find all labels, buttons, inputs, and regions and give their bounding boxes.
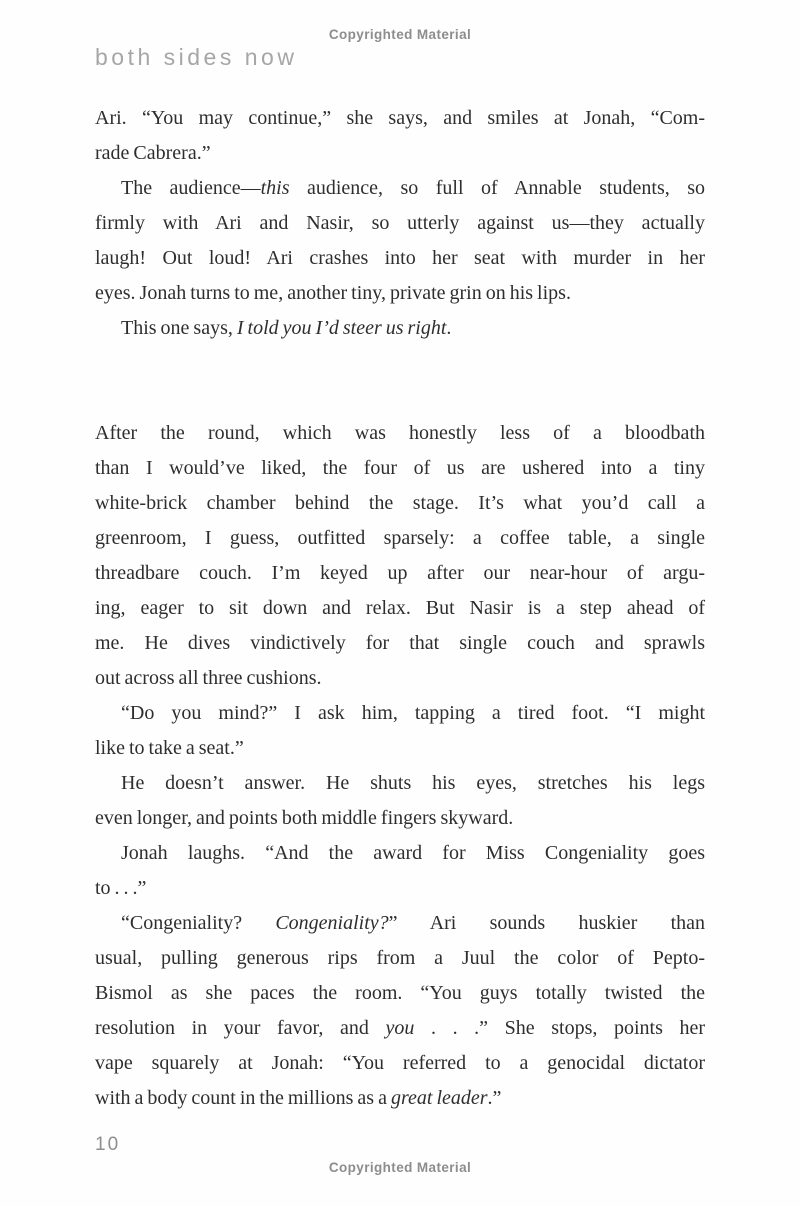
text-section: [95, 416, 705, 1116]
text-line: [95, 486, 705, 521]
paragraph: [95, 311, 705, 346]
text-segment: even longer, and points both middle fingers skyward.: [95, 807, 514, 829]
text-line: [95, 1046, 705, 1081]
text-line: [95, 206, 705, 241]
text-segment: than I would’ve liked, the four of us are ushered into a tiny: [95, 457, 705, 479]
running-header: both sides now: [95, 44, 298, 70]
copyright-notice-bottom: Copyrighted Material: [328, 1160, 472, 1175]
text-line: [95, 556, 705, 591]
text-line: [95, 801, 705, 836]
paragraph: [95, 416, 705, 696]
text-segment: “Congeniality?: [121, 912, 276, 934]
paragraph: [95, 766, 705, 836]
text-segment: Jonah laughs. “And the award for Miss Congeniality goes: [121, 842, 705, 864]
text-line: [95, 101, 705, 136]
italic-text: this: [260, 177, 290, 199]
text-segment: greenroom, I guess, outfitted sparsely: a coffee table, a single: [95, 527, 705, 549]
text-line: [95, 311, 705, 346]
text-segment: .”: [487, 1087, 502, 1109]
text-line: [95, 521, 705, 556]
text-segment: Bismol as she paces the room. “You guys totally twisted the: [95, 982, 705, 1004]
paragraph: [95, 171, 705, 311]
text-line: [95, 241, 705, 276]
paragraph: [95, 906, 705, 1116]
text-segment: . . .” She stops, points her: [414, 1017, 706, 1039]
text-line: [95, 276, 705, 311]
text-line: [95, 626, 705, 661]
text-segment: white-brick chamber behind the stage. It’s what you’d call a: [95, 492, 705, 514]
paragraph: [95, 836, 705, 906]
text-line: [95, 136, 705, 171]
text-segment: with a body count in the millions as a: [95, 1087, 391, 1109]
text-line: [95, 871, 705, 906]
text-segment: He doesn’t answer. He shuts his eyes, stretches his legs: [121, 772, 705, 794]
text-segment: firmly with Ari and Nasir, so utterly against us—they actually: [95, 212, 705, 234]
text-line: [95, 766, 705, 801]
text-line: [95, 416, 705, 451]
text-segment: threadbare couch. I’m keyed up after our near-hour of argu-: [95, 562, 705, 584]
text-segment: me. He dives vindictively for that single couch and sprawls: [95, 632, 705, 654]
text-line: [95, 906, 705, 941]
text-segment: eyes. Jonah turns to me, another tiny, private grin on his lips.: [95, 282, 571, 304]
text-segment: ” Ari sounds huskier than: [388, 912, 706, 934]
italic-text: Congeniality?: [275, 912, 389, 934]
text-line: [95, 836, 705, 871]
text-line: [95, 1011, 705, 1046]
text-segment: ing, eager to sit down and relax. But Nasir is a step ahead of: [95, 597, 705, 619]
text-line: [95, 661, 705, 696]
copyright-notice-top: Copyrighted Material: [328, 27, 472, 42]
italic-text: great leader: [390, 1087, 488, 1109]
text-segment: usual, pulling generous rips from a Juul the color of Pepto-: [95, 947, 705, 969]
paragraph: [95, 696, 705, 766]
text-line: [95, 591, 705, 626]
text-segment: .: [446, 317, 452, 339]
text-line: [95, 731, 705, 766]
text-line: [95, 451, 705, 486]
text-line: [95, 1081, 705, 1116]
italic-text: I told you I’d steer us right: [236, 317, 447, 339]
text-section: [95, 101, 705, 346]
text-segment: resolution in your favor, and: [95, 1017, 386, 1039]
text-segment: The audience—: [121, 177, 261, 199]
text-line: [95, 976, 705, 1011]
text-segment: like to take a seat.”: [95, 737, 244, 759]
text-segment: This one says,: [121, 317, 237, 339]
text-segment: out across all three cushions.: [95, 667, 322, 689]
italic-text: you: [385, 1017, 415, 1039]
text-segment: rade Cabrera.”: [95, 142, 211, 164]
text-segment: vape squarely at Jonah: “You referred to a genocidal dictator: [95, 1052, 705, 1074]
text-segment: After the round, which was honestly less of a bloodbath: [95, 422, 705, 444]
text-line: [95, 696, 705, 731]
text-line: [95, 171, 705, 206]
text-segment: laugh! Out loud! Ari crashes into her seat with murder in her: [95, 247, 705, 269]
text-segment: to . . .”: [95, 877, 147, 899]
text-segment: audience, so full of Annable students, so: [289, 177, 705, 199]
page-number: 10: [95, 1134, 121, 1155]
body-text: [95, 101, 705, 1116]
text-segment: “Do you mind?” I ask him, tapping a tired foot. “I might: [121, 702, 705, 724]
text-line: [95, 941, 705, 976]
text-segment: Ari. “You may continue,” she says, and smiles at Jonah, “Com-: [95, 107, 705, 129]
paragraph: [95, 101, 705, 171]
